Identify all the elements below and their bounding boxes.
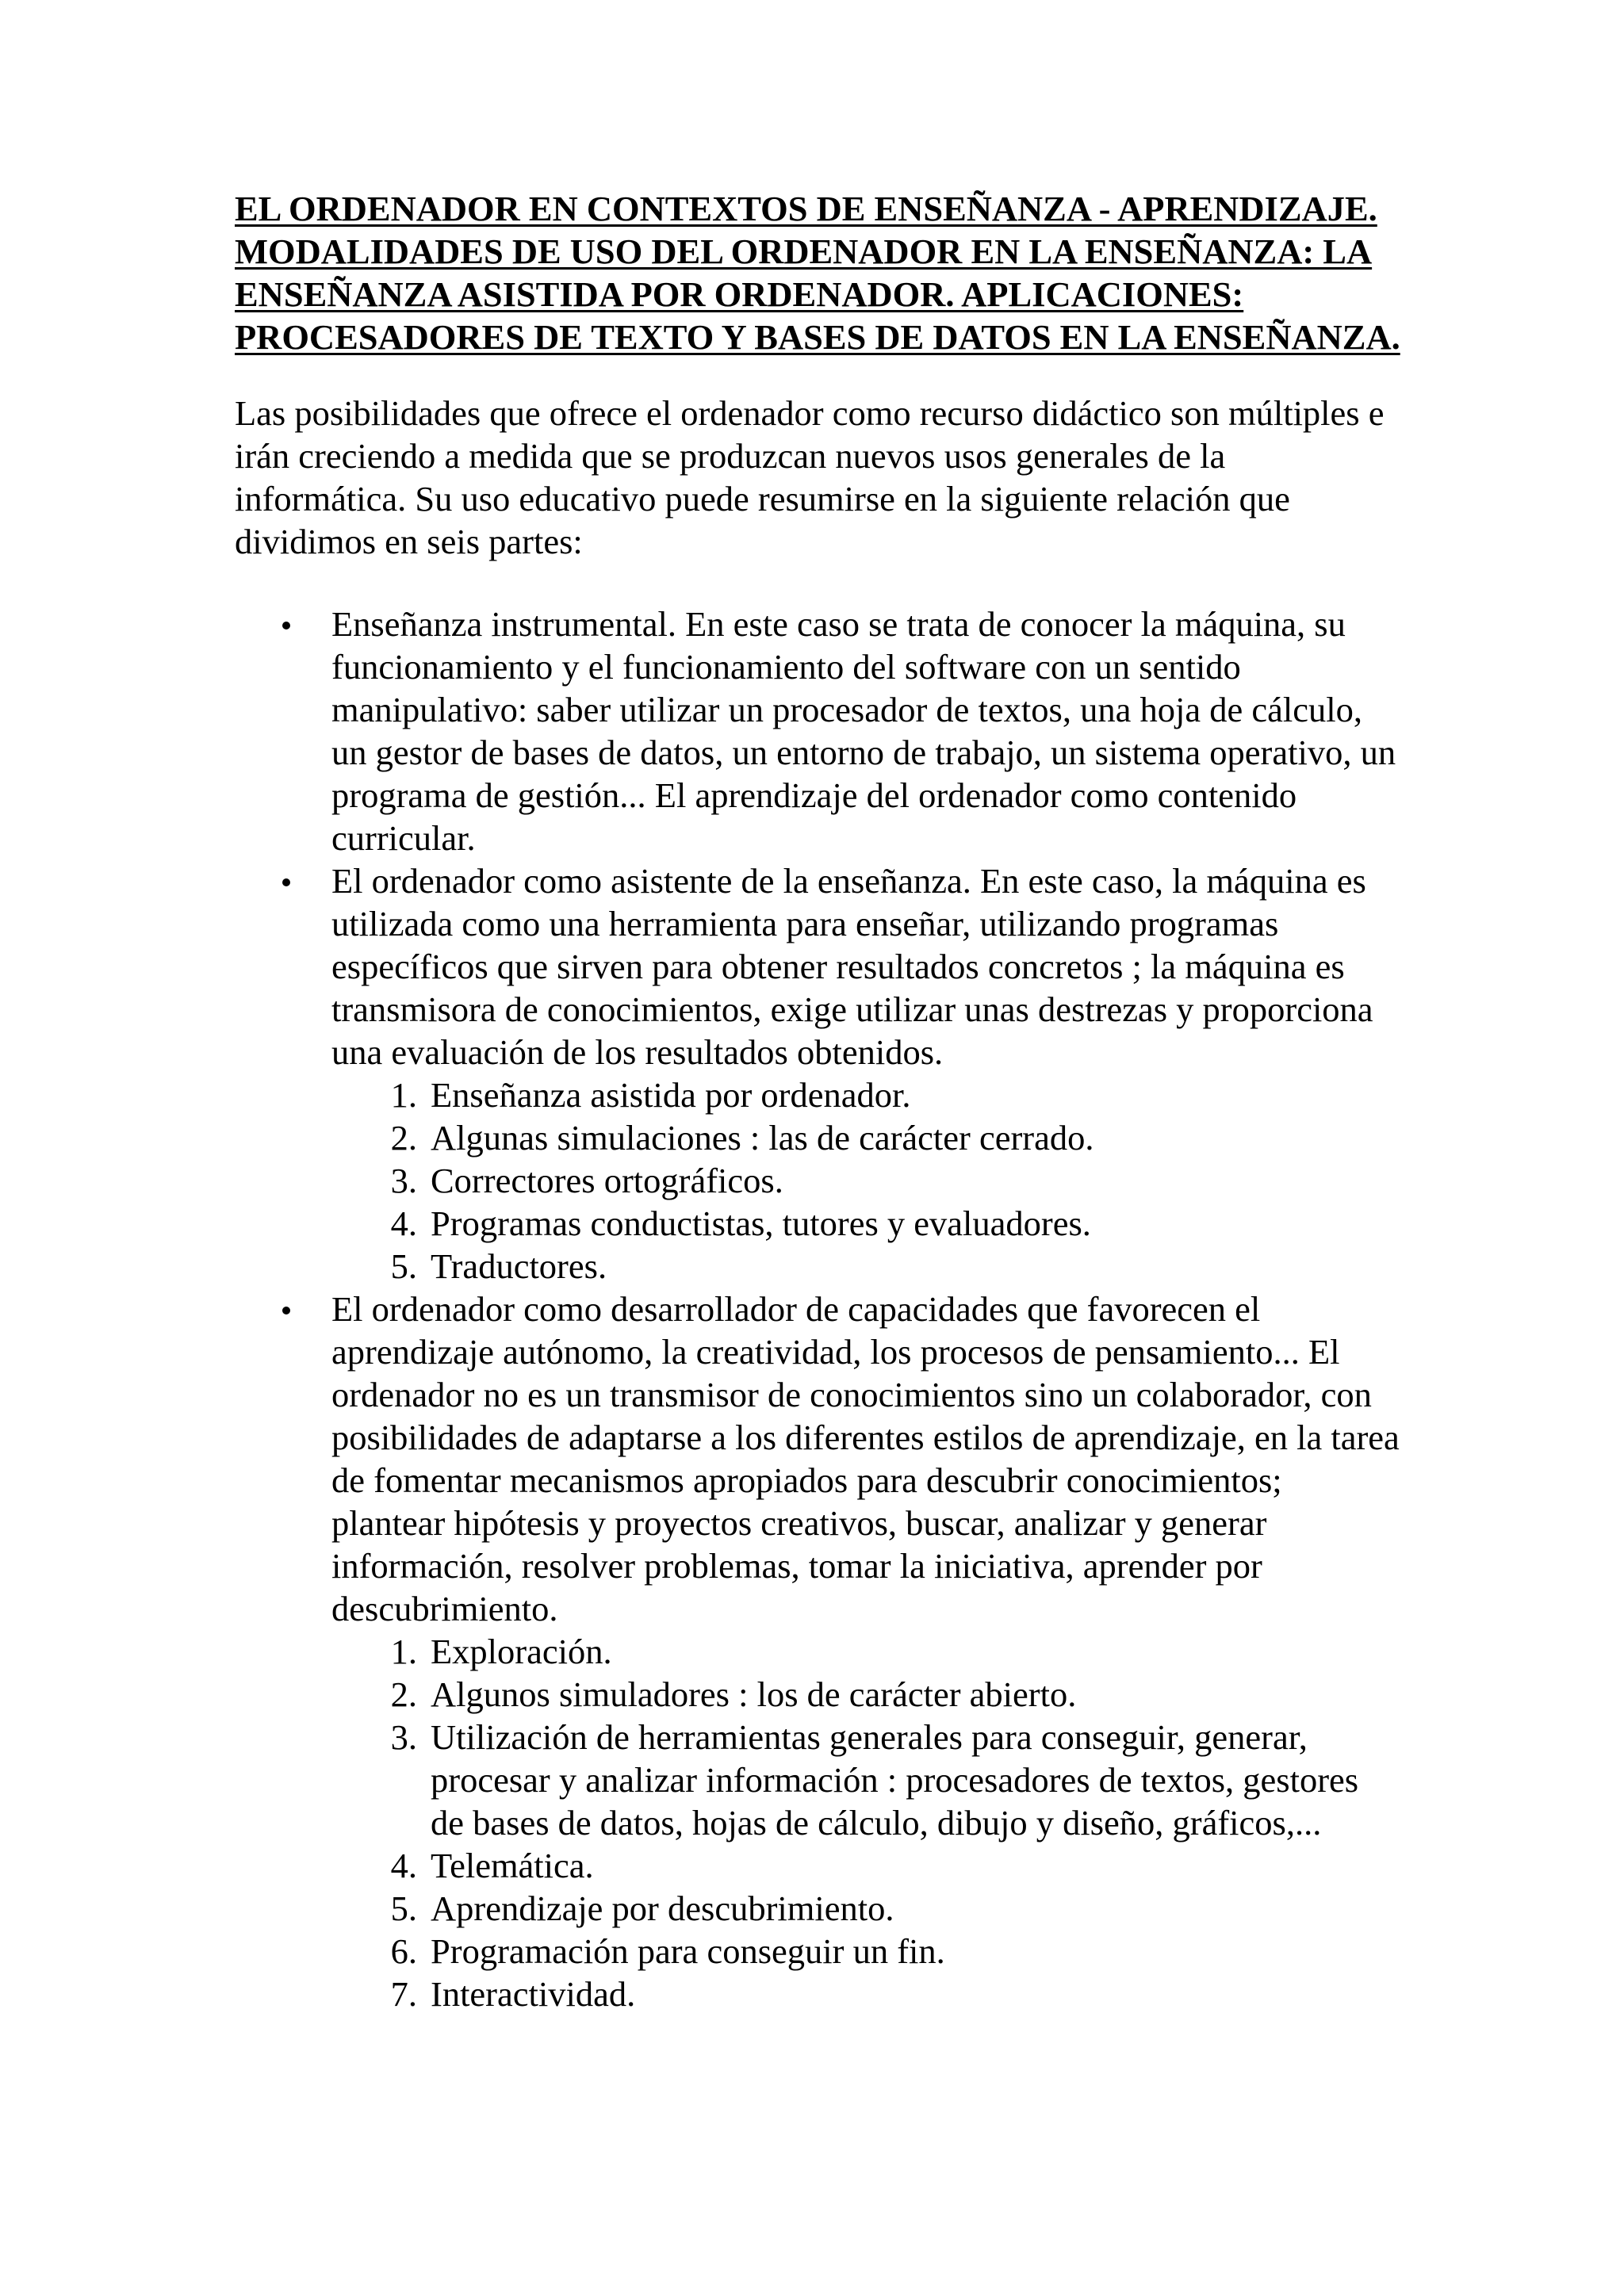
item-number: 2. bbox=[390, 1674, 417, 1714]
item-text: Algunos simuladores : los de carácter abierto. bbox=[431, 1674, 1077, 1714]
item-number: 5. bbox=[390, 1246, 417, 1286]
numbered-item bbox=[331, 1673, 1400, 1716]
bullet-dot-icon bbox=[282, 1307, 290, 1314]
numbered-item bbox=[331, 1630, 1400, 1673]
item-text: Enseñanza asistida por ordenador. bbox=[431, 1075, 911, 1115]
item-number: 4. bbox=[390, 1846, 417, 1885]
item-number: 4. bbox=[390, 1203, 417, 1243]
bullet-item-3 bbox=[235, 1288, 1400, 2015]
item-text: Algunas simulaciones : las de carácter cerrado. bbox=[431, 1118, 1094, 1158]
numbered-item bbox=[331, 1202, 1400, 1245]
bullet-dot-icon bbox=[282, 622, 290, 629]
numbered-item bbox=[331, 1930, 1400, 1973]
numbered-item bbox=[331, 1887, 1400, 1930]
numbered-item bbox=[331, 1245, 1400, 1288]
item-text: Interactividad. bbox=[431, 1974, 636, 2014]
item-text: Telemática. bbox=[431, 1846, 594, 1885]
item-text: Programación para conseguir un fin. bbox=[431, 1931, 945, 1971]
item-text: Correctores ortográficos. bbox=[431, 1161, 783, 1200]
item-number: 5. bbox=[390, 1888, 417, 1928]
item-text: Aprendizaje por descubrimiento. bbox=[431, 1888, 894, 1928]
item-number: 3. bbox=[390, 1717, 417, 1757]
numbered-item bbox=[331, 1073, 1400, 1116]
item-text: Traductores. bbox=[431, 1246, 607, 1286]
bullet-list bbox=[235, 603, 1400, 2015]
numbered-item bbox=[331, 1159, 1400, 1202]
numbered-item bbox=[331, 1116, 1400, 1159]
item-number: 2. bbox=[390, 1118, 417, 1158]
numbered-item bbox=[331, 1973, 1400, 2015]
bullet-dot-icon bbox=[282, 878, 290, 886]
item-number: 6. bbox=[390, 1931, 417, 1971]
numbered-item bbox=[331, 1844, 1400, 1887]
bullet-text: Enseñanza instrumental. En este caso se trata de conocer la máquina, su funcionamiento y el funcionamiento del software con un sentido manipulativo: saber utilizar un procesador de textos, una hoja de cálculo, un gestor de bases de datos, un entorno de trabajo, un sistema operativo, un programa de gestión... El aprendizaje del ordenador como contenido curricular. bbox=[331, 604, 1396, 858]
numbered-list-1 bbox=[331, 1073, 1400, 1288]
item-number: 1. bbox=[390, 1632, 417, 1671]
bullet-text: El ordenador como asistente de la enseñanza. En este caso, la máquina es utilizada como una herramienta para enseñar, utilizando programas específicos que sirven para obtener resultados concretos ; la máquina es transmisora de conocimientos, exige utilizar unas destrezas y proporciona una evaluación de los resultados obtenidos. bbox=[331, 861, 1373, 1072]
bullet-item-2 bbox=[235, 859, 1400, 1288]
document-title: EL ORDENADOR EN CONTEXTOS DE ENSEÑANZA - APRENDIZAJE. MODALIDADES DE USO DEL ORDENADOR EN LA ENSEÑANZA: LA ENSEÑANZA ASISTIDA POR ORDENADOR. APLICACIONES: PROCESADORES DE TEXTO Y BASES DE DATOS EN LA ENSEÑANZA. bbox=[235, 189, 1400, 357]
item-number: 1. bbox=[390, 1075, 417, 1115]
item-text: Utilización de herramientas generales para conseguir, generar, procesar y analizar información : procesadores de textos, gestores de bases de datos, hojas de cálculo, dibujo y diseño, gráficos,... bbox=[431, 1717, 1359, 1843]
intro-paragraph: Las posibilidades que ofrece el ordenador como recurso didáctico son múltiples e irán creciendo a medida que se produzcan nuevos usos generales de la informática. Su uso educativo puede resumirse en la siguiente relación que dividimos en seis partes: bbox=[235, 393, 1385, 561]
bullet-text: El ordenador como desarrollador de capacidades que favorecen el aprendizaje autónomo, la creatividad, los procesos de pensamiento... El ordenador no es un transmisor de conocimientos sino un colaborador, con posibilidades de adaptarse a los diferentes estilos de aprendizaje, en la tarea de fomentar mecanismos apropiados para descubrir conocimientos; plantear hipótesis y proyectos creativos, buscar, analizar y generar información, resolver problemas, tomar la iniciativa, aprender por descubrimiento. bbox=[331, 1289, 1400, 1628]
numbered-item bbox=[331, 1716, 1400, 1844]
numbered-list-2 bbox=[331, 1630, 1400, 2015]
item-number: 7. bbox=[390, 1974, 417, 2014]
bullet-item-1 bbox=[235, 603, 1400, 859]
item-text: Exploración. bbox=[431, 1632, 612, 1671]
item-number: 3. bbox=[390, 1161, 417, 1200]
item-text: Programas conductistas, tutores y evaluadores. bbox=[431, 1203, 1091, 1243]
document-page bbox=[235, 187, 1400, 2015]
